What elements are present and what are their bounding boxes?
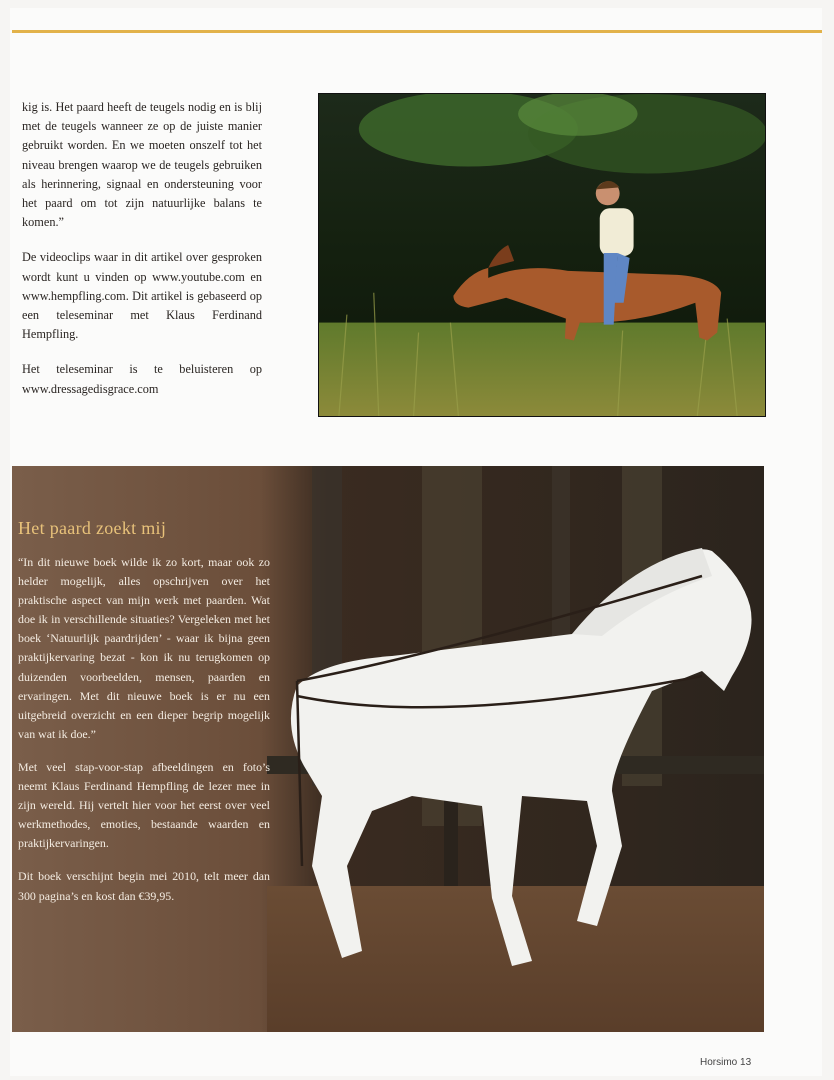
feature-heading: Het paard zoekt mij [18,518,167,538]
feature-paragraph: “In dit nieuwe boek wilde ik zo kort, maar ook zo helder mogelijk, alles opschrijven over het praktische aspect van mijn werk met paarden. Wat doe ik in verschillende situaties? Vergeleken met het boek ‘Natuurlijk paardrijden’ - waar ik bijna geen praktijkervaring bezat - kon ik nu terugkomen op duizenden voorbeelden, mensen, paarden en ervaringen. Met dit nieuwe boek is er nu een uitgebreid overzicht en een dieper begrip mogelijk van wat ik doe.” [18,555,270,741]
feature-paragraph: Met veel stap-voor-stap afbeeldingen en foto’s neemt Klaus Ferdinand Hempfling de lezer mee in zijn wereld. Hij vertelt hier voor het eerst over veel werkmethodes, emoties, bestaande waarden en praktijkervaringen. [18,759,270,851]
feature-panel [12,466,764,1032]
intro-column [22,98,262,415]
page-folio: Horsimo 13 [700,1057,752,1068]
intro-paragraph: De videoclips waar in dit artikel over gesproken wordt kunt u vinden op www.youtube.com en www.hempfling.com. Dit artikel is gebaseerd op een teleseminar met Klaus Ferdinand Hempfling. [22,250,262,342]
feature-text-column [12,466,280,920]
feature-paragraph: Dit boek verschijnt begin mei 2010, telt meer dan 300 pagina’s en kost dan €39,95. [18,869,270,903]
top-accent-rule [12,30,822,33]
intro-paragraph: Het teleseminar is te beluisteren op www.dressagedisgrace.com [22,362,262,396]
intro-paragraph: kig is. Het paard heeft de teugels nodig en is blij met de teugels wanneer ze op de juiste manier gebruikt worden. En we moeten onszelf tot het niveau brengen waarop we de teugels gebruiken als herinnering, signaal en ondersteuning voor het paard om tot zijn natuurlijke balans te komen.” [22,100,262,230]
photo-rider-on-chestnut-horse [318,93,766,417]
